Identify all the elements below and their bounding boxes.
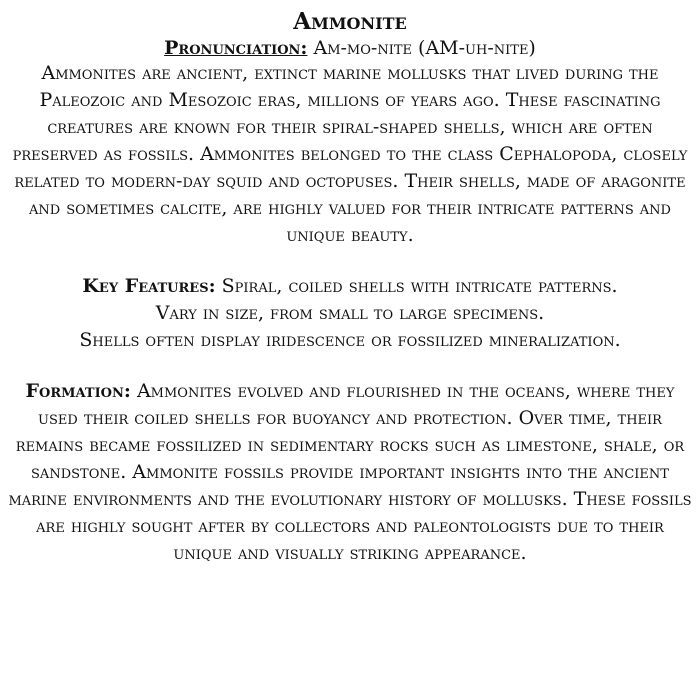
- formation-text: Ammonites evolved and flourished in the oceans, where they used their coiled shells for buoyancy and protection. Over time, their remains became fossilized in sedimentary rocks such as limestone, shale, or sandstone. Ammonite fossils provide important insights into the ancient marine environments and the evolutionary history of mollusks. These fossils are highly sought after by collectors and paleontologists due to their unique and visually striking appearance.: [8, 380, 692, 564]
- key-features-section: [0, 273, 700, 354]
- pronunciation-value: Am-mo-nite (AM-uh-nite): [313, 37, 536, 59]
- section-spacer: [0, 354, 700, 378]
- intro-paragraph: Ammonites are ancient, extinct marine mollusks that lived during the Paleozoic and Mesozoic eras, millions of years ago. These fascinating creatures are known for their spiral-shaped shells, which are often preserved as fossils. Ammonites belonged to the class Cephalopoda, closely related to modern-day squid and octopuses. Their shells, made of aragonite and sometimes calcite, are highly valued for their intricate patterns and unique beauty.: [12, 62, 688, 246]
- formation-section: [0, 378, 700, 567]
- key-features-label: Key Features:: [82, 275, 216, 297]
- formation-label: Formation:: [25, 380, 131, 402]
- key-features-line-1: Spiral, coiled shells with intricate patterns.: [221, 275, 618, 297]
- pronunciation-label: Pronunciation:: [164, 37, 308, 59]
- pronunciation: [0, 37, 700, 59]
- section-spacer: [0, 249, 700, 273]
- key-features-line-3: Shells often display iridescence or fossilized mineralization.: [79, 329, 621, 351]
- key-features-line-2: Vary in size, from small to large specimens.: [155, 302, 545, 324]
- page-title: Ammonite: [293, 8, 407, 35]
